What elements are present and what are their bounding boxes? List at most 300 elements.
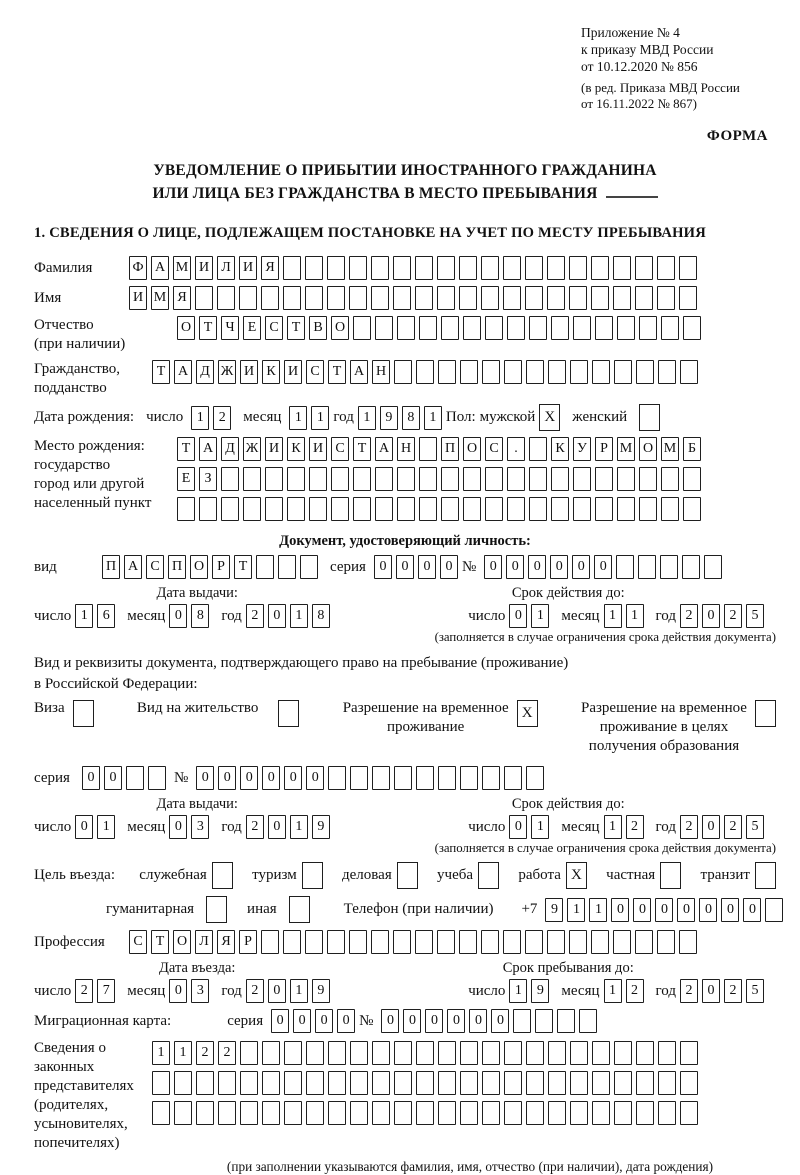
char-cell[interactable] xyxy=(679,930,697,954)
char-cell[interactable] xyxy=(657,256,675,280)
char-cell[interactable] xyxy=(459,256,477,280)
char-cell[interactable] xyxy=(613,256,631,280)
char-cell[interactable]: 0 xyxy=(447,1009,465,1033)
char-cell[interactable]: 0 xyxy=(491,1009,509,1033)
char-cell[interactable]: Ч xyxy=(221,316,239,340)
char-cell[interactable] xyxy=(284,1041,302,1065)
char-cell[interactable] xyxy=(419,497,437,521)
char-cell[interactable] xyxy=(661,316,679,340)
char-cell[interactable]: 0 xyxy=(306,766,324,790)
char-cell[interactable]: И xyxy=(195,256,213,280)
char-cell[interactable] xyxy=(437,256,455,280)
char-cell[interactable] xyxy=(614,360,632,384)
char-cell[interactable] xyxy=(547,256,565,280)
char-cell[interactable]: И xyxy=(129,286,147,310)
char-cell[interactable] xyxy=(397,316,415,340)
char-cell[interactable] xyxy=(397,467,415,491)
char-cell[interactable]: 0 xyxy=(633,898,651,922)
temp-residence-checkbox[interactable]: X xyxy=(517,700,538,727)
char-cell[interactable]: М xyxy=(173,256,191,280)
char-cell[interactable] xyxy=(287,497,305,521)
char-cell[interactable] xyxy=(415,286,433,310)
char-cell[interactable] xyxy=(460,766,478,790)
char-cell[interactable] xyxy=(306,1041,324,1065)
char-cell[interactable] xyxy=(504,766,522,790)
char-cell[interactable] xyxy=(243,497,261,521)
char-cell[interactable]: Т xyxy=(152,360,170,384)
char-cell[interactable]: 0 xyxy=(337,1009,355,1033)
char-cell[interactable] xyxy=(592,1071,610,1095)
char-cell[interactable] xyxy=(459,286,477,310)
char-cell[interactable]: 5 xyxy=(746,979,764,1003)
char-cell[interactable]: 3 xyxy=(191,815,209,839)
char-cell[interactable] xyxy=(375,316,393,340)
char-cell[interactable] xyxy=(638,555,656,579)
char-cell[interactable] xyxy=(283,930,301,954)
char-cell[interactable]: Я xyxy=(173,286,191,310)
char-cell[interactable] xyxy=(394,1101,412,1125)
char-cell[interactable] xyxy=(547,286,565,310)
char-cell[interactable] xyxy=(262,1041,280,1065)
char-cell[interactable] xyxy=(284,1101,302,1125)
char-cell[interactable] xyxy=(350,1101,368,1125)
char-cell[interactable] xyxy=(152,1101,170,1125)
char-cell[interactable] xyxy=(278,555,296,579)
char-cell[interactable] xyxy=(256,555,274,579)
char-cell[interactable]: 1 xyxy=(604,604,622,628)
char-cell[interactable]: 0 xyxy=(418,555,436,579)
char-cell[interactable]: 1 xyxy=(75,604,93,628)
char-cell[interactable]: И xyxy=(265,437,283,461)
char-cell[interactable]: И xyxy=(284,360,302,384)
char-cell[interactable]: 8 xyxy=(312,604,330,628)
char-cell[interactable] xyxy=(481,930,499,954)
char-cell[interactable] xyxy=(525,256,543,280)
char-cell[interactable] xyxy=(482,766,500,790)
char-cell[interactable]: С xyxy=(146,555,164,579)
char-cell[interactable]: 0 xyxy=(702,815,720,839)
char-cell[interactable] xyxy=(460,1041,478,1065)
transit-checkbox[interactable] xyxy=(755,862,776,889)
char-cell[interactable]: Ж xyxy=(218,360,236,384)
char-cell[interactable]: О xyxy=(639,437,657,461)
char-cell[interactable] xyxy=(592,360,610,384)
char-cell[interactable] xyxy=(328,1071,346,1095)
char-cell[interactable] xyxy=(328,1101,346,1125)
char-cell[interactable] xyxy=(614,1041,632,1065)
char-cell[interactable] xyxy=(394,766,412,790)
char-cell[interactable] xyxy=(460,1101,478,1125)
char-cell[interactable]: 1 xyxy=(152,1041,170,1065)
char-cell[interactable]: 9 xyxy=(380,406,398,430)
char-cell[interactable]: 0 xyxy=(440,555,458,579)
char-cell[interactable] xyxy=(529,497,547,521)
char-cell[interactable]: Т xyxy=(151,930,169,954)
char-cell[interactable]: 0 xyxy=(469,1009,487,1033)
char-cell[interactable] xyxy=(375,467,393,491)
char-cell[interactable] xyxy=(614,1101,632,1125)
char-cell[interactable] xyxy=(441,467,459,491)
char-cell[interactable] xyxy=(616,555,634,579)
char-cell[interactable] xyxy=(463,316,481,340)
char-cell[interactable] xyxy=(569,930,587,954)
char-cell[interactable] xyxy=(371,256,389,280)
char-cell[interactable]: Т xyxy=(177,437,195,461)
char-cell[interactable] xyxy=(591,930,609,954)
char-cell[interactable]: 0 xyxy=(611,898,629,922)
char-cell[interactable] xyxy=(372,1101,390,1125)
char-cell[interactable]: 0 xyxy=(425,1009,443,1033)
char-cell[interactable] xyxy=(305,256,323,280)
char-cell[interactable] xyxy=(262,1071,280,1095)
char-cell[interactable] xyxy=(372,766,390,790)
char-cell[interactable] xyxy=(350,1071,368,1095)
char-cell[interactable] xyxy=(551,316,569,340)
char-cell[interactable]: 9 xyxy=(531,979,549,1003)
char-cell[interactable] xyxy=(635,286,653,310)
char-cell[interactable]: К xyxy=(287,437,305,461)
char-cell[interactable] xyxy=(441,497,459,521)
other-purpose-checkbox[interactable] xyxy=(289,896,310,923)
char-cell[interactable]: 1 xyxy=(174,1041,192,1065)
char-cell[interactable] xyxy=(371,286,389,310)
char-cell[interactable] xyxy=(570,1071,588,1095)
char-cell[interactable]: 0 xyxy=(403,1009,421,1033)
char-cell[interactable] xyxy=(526,1101,544,1125)
study-checkbox[interactable] xyxy=(478,862,499,889)
tourism-checkbox[interactable] xyxy=(302,862,323,889)
char-cell[interactable]: 1 xyxy=(290,979,308,1003)
char-cell[interactable]: . xyxy=(507,437,525,461)
work-checkbox[interactable]: X xyxy=(566,862,587,889)
char-cell[interactable]: 9 xyxy=(545,898,563,922)
char-cell[interactable]: 2 xyxy=(626,815,644,839)
char-cell[interactable]: Р xyxy=(595,437,613,461)
char-cell[interactable] xyxy=(305,286,323,310)
char-cell[interactable]: 5 xyxy=(746,604,764,628)
char-cell[interactable]: 9 xyxy=(312,979,330,1003)
char-cell[interactable] xyxy=(438,766,456,790)
char-cell[interactable]: 2 xyxy=(724,815,742,839)
char-cell[interactable] xyxy=(126,766,144,790)
char-cell[interactable] xyxy=(579,1009,597,1033)
char-cell[interactable]: К xyxy=(551,437,569,461)
char-cell[interactable]: 2 xyxy=(246,979,264,1003)
char-cell[interactable] xyxy=(327,286,345,310)
char-cell[interactable]: 1 xyxy=(531,815,549,839)
char-cell[interactable] xyxy=(683,316,701,340)
char-cell[interactable]: 7 xyxy=(97,979,115,1003)
char-cell[interactable]: Д xyxy=(221,437,239,461)
char-cell[interactable] xyxy=(504,1101,522,1125)
char-cell[interactable]: 0 xyxy=(268,979,286,1003)
char-cell[interactable]: С xyxy=(306,360,324,384)
char-cell[interactable] xyxy=(548,1041,566,1065)
char-cell[interactable] xyxy=(419,316,437,340)
char-cell[interactable] xyxy=(394,1041,412,1065)
char-cell[interactable] xyxy=(569,256,587,280)
char-cell[interactable] xyxy=(463,497,481,521)
char-cell[interactable] xyxy=(372,1071,390,1095)
char-cell[interactable]: 8 xyxy=(191,604,209,628)
char-cell[interactable] xyxy=(460,1071,478,1095)
char-cell[interactable]: 1 xyxy=(311,406,329,430)
char-cell[interactable]: 2 xyxy=(724,979,742,1003)
char-cell[interactable]: Р xyxy=(239,930,257,954)
char-cell[interactable] xyxy=(529,437,547,461)
char-cell[interactable] xyxy=(482,1071,500,1095)
char-cell[interactable] xyxy=(419,437,437,461)
char-cell[interactable] xyxy=(177,497,195,521)
char-cell[interactable]: 1 xyxy=(509,979,527,1003)
char-cell[interactable] xyxy=(437,930,455,954)
char-cell[interactable]: 1 xyxy=(290,604,308,628)
char-cell[interactable] xyxy=(416,1071,434,1095)
char-cell[interactable] xyxy=(679,256,697,280)
char-cell[interactable]: Е xyxy=(177,467,195,491)
char-cell[interactable] xyxy=(482,360,500,384)
char-cell[interactable] xyxy=(765,898,783,922)
char-cell[interactable] xyxy=(595,467,613,491)
char-cell[interactable]: 0 xyxy=(484,555,502,579)
char-cell[interactable] xyxy=(503,256,521,280)
char-cell[interactable] xyxy=(240,1101,258,1125)
char-cell[interactable]: Н xyxy=(372,360,390,384)
residence-permit-checkbox[interactable] xyxy=(278,700,299,727)
char-cell[interactable]: 0 xyxy=(169,815,187,839)
char-cell[interactable] xyxy=(551,467,569,491)
char-cell[interactable] xyxy=(657,286,675,310)
char-cell[interactable] xyxy=(683,497,701,521)
char-cell[interactable] xyxy=(507,467,525,491)
char-cell[interactable] xyxy=(265,467,283,491)
char-cell[interactable] xyxy=(221,497,239,521)
char-cell[interactable]: 1 xyxy=(97,815,115,839)
char-cell[interactable] xyxy=(680,360,698,384)
char-cell[interactable]: 1 xyxy=(626,604,644,628)
char-cell[interactable]: Я xyxy=(261,256,279,280)
char-cell[interactable]: 0 xyxy=(509,604,527,628)
char-cell[interactable] xyxy=(350,766,368,790)
char-cell[interactable] xyxy=(504,1071,522,1095)
char-cell[interactable] xyxy=(262,1101,280,1125)
char-cell[interactable] xyxy=(217,286,235,310)
char-cell[interactable]: В xyxy=(309,316,327,340)
char-cell[interactable] xyxy=(636,1041,654,1065)
char-cell[interactable] xyxy=(526,360,544,384)
char-cell[interactable]: С xyxy=(129,930,147,954)
char-cell[interactable]: 6 xyxy=(97,604,115,628)
char-cell[interactable] xyxy=(416,766,434,790)
char-cell[interactable] xyxy=(331,497,349,521)
char-cell[interactable] xyxy=(617,467,635,491)
char-cell[interactable]: 1 xyxy=(424,406,442,430)
char-cell[interactable]: Л xyxy=(195,930,213,954)
char-cell[interactable]: Я xyxy=(217,930,235,954)
char-cell[interactable]: А xyxy=(350,360,368,384)
char-cell[interactable]: А xyxy=(151,256,169,280)
char-cell[interactable] xyxy=(573,467,591,491)
char-cell[interactable]: 0 xyxy=(268,604,286,628)
char-cell[interactable] xyxy=(573,316,591,340)
char-cell[interactable]: 2 xyxy=(680,815,698,839)
visa-checkbox[interactable] xyxy=(73,700,94,727)
char-cell[interactable]: С xyxy=(265,316,283,340)
char-cell[interactable] xyxy=(375,497,393,521)
char-cell[interactable] xyxy=(331,467,349,491)
char-cell[interactable]: 2 xyxy=(75,979,93,1003)
char-cell[interactable] xyxy=(573,497,591,521)
char-cell[interactable]: 0 xyxy=(268,815,286,839)
char-cell[interactable] xyxy=(635,930,653,954)
char-cell[interactable]: 0 xyxy=(284,766,302,790)
char-cell[interactable]: 1 xyxy=(604,979,622,1003)
char-cell[interactable]: Б xyxy=(683,437,701,461)
business-trip-checkbox[interactable] xyxy=(212,862,233,889)
char-cell[interactable] xyxy=(441,316,459,340)
male-checkbox[interactable]: X xyxy=(539,404,560,431)
char-cell[interactable]: 2 xyxy=(680,604,698,628)
char-cell[interactable]: 0 xyxy=(169,979,187,1003)
char-cell[interactable] xyxy=(661,467,679,491)
char-cell[interactable]: 0 xyxy=(702,979,720,1003)
char-cell[interactable]: 1 xyxy=(290,815,308,839)
char-cell[interactable] xyxy=(152,1071,170,1095)
char-cell[interactable] xyxy=(658,1101,676,1125)
char-cell[interactable] xyxy=(704,555,722,579)
char-cell[interactable] xyxy=(196,1071,214,1095)
char-cell[interactable] xyxy=(415,256,433,280)
char-cell[interactable]: О xyxy=(463,437,481,461)
char-cell[interactable]: М xyxy=(151,286,169,310)
char-cell[interactable]: У xyxy=(573,437,591,461)
edu-residence-checkbox[interactable] xyxy=(755,700,776,727)
char-cell[interactable] xyxy=(350,1041,368,1065)
char-cell[interactable] xyxy=(243,467,261,491)
char-cell[interactable] xyxy=(504,360,522,384)
char-cell[interactable] xyxy=(371,930,389,954)
char-cell[interactable]: С xyxy=(331,437,349,461)
char-cell[interactable]: 0 xyxy=(315,1009,333,1033)
char-cell[interactable] xyxy=(526,1071,544,1095)
char-cell[interactable] xyxy=(218,1071,236,1095)
char-cell[interactable]: 0 xyxy=(528,555,546,579)
char-cell[interactable] xyxy=(657,930,675,954)
char-cell[interactable] xyxy=(349,286,367,310)
char-cell[interactable]: П xyxy=(168,555,186,579)
char-cell[interactable]: 0 xyxy=(677,898,695,922)
char-cell[interactable] xyxy=(438,1071,456,1095)
char-cell[interactable]: 0 xyxy=(169,604,187,628)
char-cell[interactable] xyxy=(617,316,635,340)
char-cell[interactable] xyxy=(284,1071,302,1095)
char-cell[interactable] xyxy=(548,1101,566,1125)
char-cell[interactable] xyxy=(617,497,635,521)
char-cell[interactable] xyxy=(485,316,503,340)
char-cell[interactable]: 2 xyxy=(218,1041,236,1065)
char-cell[interactable] xyxy=(416,1041,434,1065)
char-cell[interactable]: 2 xyxy=(724,604,742,628)
char-cell[interactable] xyxy=(503,930,521,954)
char-cell[interactable]: 0 xyxy=(655,898,673,922)
char-cell[interactable]: О xyxy=(177,316,195,340)
char-cell[interactable] xyxy=(349,256,367,280)
char-cell[interactable] xyxy=(525,286,543,310)
char-cell[interactable]: О xyxy=(173,930,191,954)
char-cell[interactable] xyxy=(239,286,257,310)
char-cell[interactable] xyxy=(300,555,318,579)
char-cell[interactable] xyxy=(557,1009,575,1033)
char-cell[interactable] xyxy=(639,316,657,340)
char-cell[interactable] xyxy=(683,467,701,491)
char-cell[interactable] xyxy=(306,1101,324,1125)
char-cell[interactable]: Ж xyxy=(243,437,261,461)
char-cell[interactable] xyxy=(328,766,346,790)
char-cell[interactable]: И xyxy=(309,437,327,461)
char-cell[interactable] xyxy=(261,930,279,954)
char-cell[interactable] xyxy=(174,1071,192,1095)
char-cell[interactable] xyxy=(526,1041,544,1065)
char-cell[interactable] xyxy=(592,1041,610,1065)
char-cell[interactable]: Н xyxy=(397,437,415,461)
char-cell[interactable] xyxy=(218,1101,236,1125)
char-cell[interactable] xyxy=(240,1041,258,1065)
business-checkbox[interactable] xyxy=(397,862,418,889)
char-cell[interactable]: И xyxy=(240,360,258,384)
char-cell[interactable]: 0 xyxy=(75,815,93,839)
char-cell[interactable] xyxy=(680,1101,698,1125)
char-cell[interactable] xyxy=(507,316,525,340)
char-cell[interactable] xyxy=(195,286,213,310)
char-cell[interactable] xyxy=(221,467,239,491)
char-cell[interactable]: М xyxy=(661,437,679,461)
char-cell[interactable] xyxy=(595,316,613,340)
char-cell[interactable]: 0 xyxy=(743,898,761,922)
char-cell[interactable] xyxy=(503,286,521,310)
char-cell[interactable]: А xyxy=(174,360,192,384)
char-cell[interactable] xyxy=(485,497,503,521)
char-cell[interactable] xyxy=(482,1041,500,1065)
char-cell[interactable] xyxy=(327,930,345,954)
char-cell[interactable] xyxy=(682,555,700,579)
char-cell[interactable] xyxy=(481,286,499,310)
char-cell[interactable]: 0 xyxy=(509,815,527,839)
char-cell[interactable] xyxy=(148,766,166,790)
char-cell[interactable]: 1 xyxy=(358,406,376,430)
char-cell[interactable] xyxy=(569,286,587,310)
char-cell[interactable]: 0 xyxy=(550,555,568,579)
char-cell[interactable] xyxy=(481,256,499,280)
char-cell[interactable]: 8 xyxy=(402,406,420,430)
char-cell[interactable] xyxy=(196,1101,214,1125)
char-cell[interactable]: 5 xyxy=(746,815,764,839)
char-cell[interactable] xyxy=(393,930,411,954)
char-cell[interactable] xyxy=(437,286,455,310)
char-cell[interactable] xyxy=(639,467,657,491)
char-cell[interactable]: 2 xyxy=(680,979,698,1003)
char-cell[interactable]: П xyxy=(102,555,120,579)
female-checkbox[interactable] xyxy=(639,404,660,431)
char-cell[interactable]: 0 xyxy=(702,604,720,628)
char-cell[interactable] xyxy=(240,1071,258,1095)
private-checkbox[interactable] xyxy=(660,862,681,889)
char-cell[interactable] xyxy=(636,360,654,384)
char-cell[interactable] xyxy=(639,497,657,521)
char-cell[interactable] xyxy=(328,1041,346,1065)
char-cell[interactable]: А xyxy=(124,555,142,579)
char-cell[interactable]: 0 xyxy=(271,1009,289,1033)
char-cell[interactable] xyxy=(613,930,631,954)
